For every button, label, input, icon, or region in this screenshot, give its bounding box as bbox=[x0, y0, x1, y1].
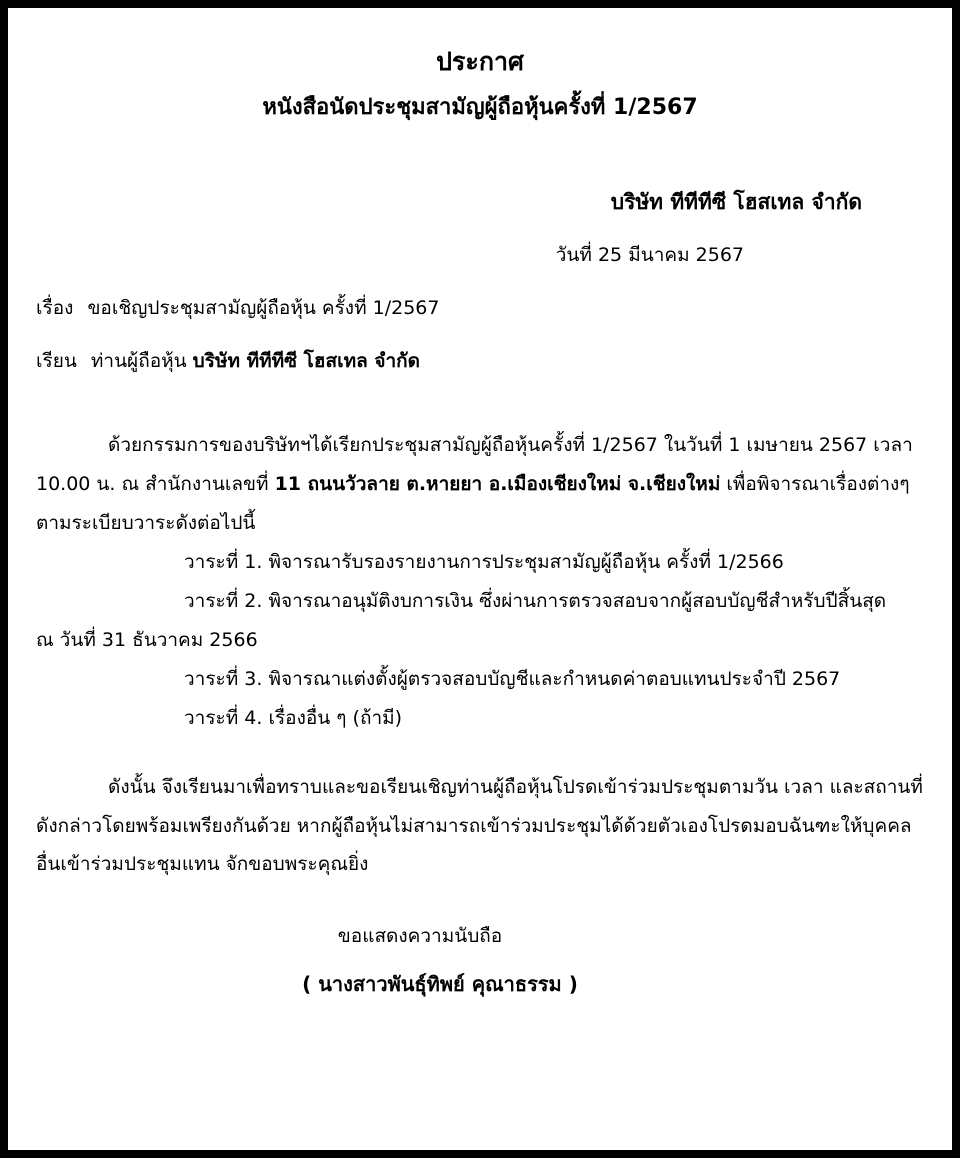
recipient-company: บริษัท ทีทีทีซี โฮสเทล จำกัด bbox=[192, 350, 421, 373]
signer-name: ( นางสาวพันธุ์ทิพย์ คุณาธรรม ) bbox=[302, 972, 578, 997]
agenda-item-text: วาระที่ 2. พิจารณาอนุมัติงบการเงิน ซึ่งผ่านการตรวจสอบจากผู้สอบบัญชีสำหรับปีสิ้นสุด bbox=[184, 589, 887, 612]
intro-text-part1: ด้วยกรรมการของบริษัทฯได้เรียกประชุมสามัญผู้ถือหุ้นครั้งที่ 1/2567 ในวันที่ 1 เมษายน 2567 เวลา 10.00 น. ณ สำนักงานเลขที่ bbox=[36, 434, 913, 496]
agenda-item: วาระที่ 3. พิจารณาแต่งตั้งผู้ตรวจสอบบัญชีและกำหนดค่าตอบแทนประจำปี 2567 bbox=[184, 667, 841, 690]
intro-text-part2: เพื่อพิจารณาเรื่องต่างๆ ตามระเบียบวาระดังต่อไปนี้ bbox=[36, 473, 910, 534]
document-subtitle: หนังสือนัดประชุมสามัญผู้ถือหุ้นครั้งที่ 1/2567 bbox=[262, 95, 698, 120]
agenda-item bbox=[36, 582, 924, 660]
recipient-value: ท่านผู้ถือหุ้น bbox=[90, 350, 187, 373]
agenda-list bbox=[36, 543, 924, 738]
closing-paragraph: ดังนั้น จึงเรียนมาเพื่อทราบและขอเรียนเชิญท่านผู้ถือหุ้นโปรดเข้าร่วมประชุมตามวัน เวลา และสถานที่ดังกล่าวโดยพร้อมเพรียงกันด้วย หากผู้ถือหุ้นไม่สามารถเข้าร่วมประชุมได้ด้วยตัวเองโปรดมอบฉันฑะให้บุคคลอื่นเข้าร่วมประชุมแทน จักขอบพระคุณยิ่ง bbox=[36, 775, 923, 876]
subject-line bbox=[36, 290, 924, 327]
document-date: วันที่ 25 มีนาคม 2567 bbox=[555, 243, 744, 266]
meeting-address: 11 ถนนวัวลาย ต.หายยา อ.เมืองเชียงใหม่ จ.เชียงใหม่ bbox=[274, 473, 721, 496]
company-name: บริษัท ทีทีทีซี โฮสเทล จำกัด bbox=[610, 190, 862, 214]
agenda-item: วาระที่ 1. พิจารณารับรองรายงานการประชุมสามัญผู้ถือหุ้น ครั้งที่ 1/2566 bbox=[184, 550, 784, 573]
document-page bbox=[8, 8, 952, 1150]
body-block bbox=[36, 426, 924, 1004]
agenda-item: วาระที่ 4. เรื่องอื่น ๆ (ถ้ามี) bbox=[184, 706, 403, 729]
subject-label: เรื่อง bbox=[36, 296, 74, 319]
recipient-label: เรียน bbox=[36, 350, 77, 373]
agenda-item-continuation: ณ วันที่ 31 ธันวาคม 2566 bbox=[36, 628, 258, 651]
intro-paragraph bbox=[36, 426, 924, 543]
sign-off: ขอแสดงความนับถือ bbox=[337, 925, 503, 948]
subject-value: ขอเชิญประชุมสามัญผู้ถือหุ้น ครั้งที่ 1/2567 bbox=[87, 296, 440, 319]
recipient-line bbox=[36, 343, 924, 380]
document-title: ประกาศ bbox=[436, 47, 524, 76]
